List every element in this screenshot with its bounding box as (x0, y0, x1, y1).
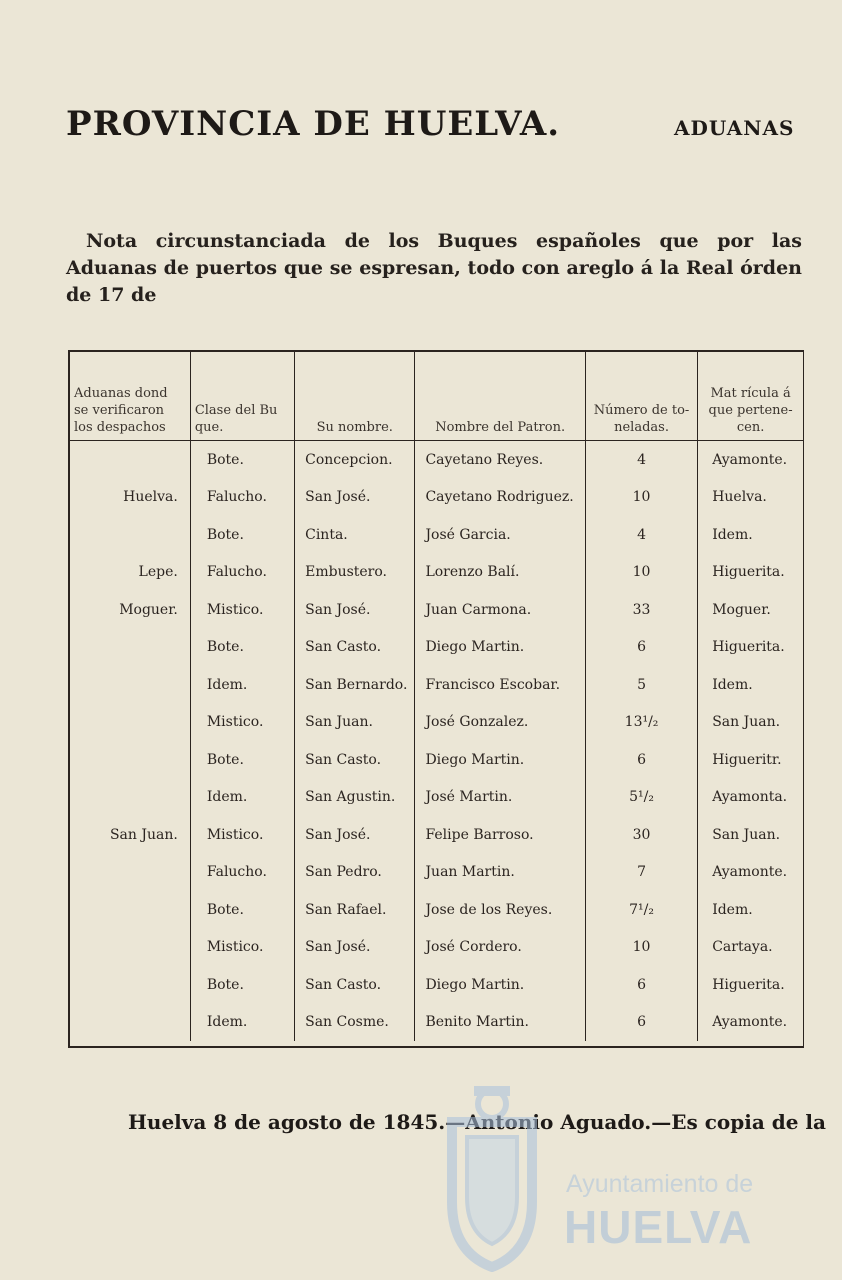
cell-clase: Falucho. (190, 854, 294, 892)
cell-clase: Bote. (190, 441, 294, 479)
cell-nombre: Cinta. (295, 516, 415, 554)
cell-patron: Diego Martin. (415, 629, 585, 667)
cell-nombre: San José. (295, 479, 415, 517)
table-row (70, 966, 803, 1004)
table-row (70, 666, 803, 704)
table-row (70, 891, 803, 929)
cell-aduana: San Juan. (109, 826, 178, 843)
cell-matricula: San Juan. (698, 704, 803, 742)
coat-of-arms-icon (432, 1082, 552, 1272)
table-row (70, 629, 803, 667)
header-toneladas: Número de to- neladas. (585, 352, 697, 441)
cell-matricula: Higuerita. (698, 554, 803, 592)
cell-nombre: San Agustin. (295, 779, 415, 817)
cell-nombre: San Casto. (295, 966, 415, 1004)
table-row (70, 479, 803, 517)
cell-patron: Diego Martin. (415, 966, 585, 1004)
cell-toneladas: 6 (585, 741, 697, 779)
cell-aduana (70, 779, 190, 817)
cell-patron: Francisco Escobar. (415, 666, 585, 704)
table-row (70, 516, 803, 554)
cell-matricula: Ayamonta. (698, 779, 803, 817)
cell-patron: José Cordero. (415, 929, 585, 967)
cell-matricula: Higueritr. (698, 741, 803, 779)
cell-matricula: San Juan. (698, 816, 803, 854)
cell-matricula: Idem. (698, 516, 803, 554)
header-aduanas: Aduanas dond se verificaron los despachos (70, 352, 190, 441)
cell-nombre: San Juan. (295, 704, 415, 742)
cell-matricula: Huelva. (698, 479, 803, 517)
cell-patron: Lorenzo Balí. (415, 554, 585, 592)
table-row (70, 591, 803, 629)
table-row (70, 1004, 803, 1042)
cell-nombre: San José. (295, 929, 415, 967)
cell-nombre: San José. (295, 816, 415, 854)
cell-aduana (70, 1004, 190, 1042)
cell-aduana (70, 854, 190, 892)
cell-toneladas: 33 (585, 591, 697, 629)
page-title: PROVINCIA DE HUELVA. (66, 104, 561, 144)
header-patron: Nombre del Patron. (415, 352, 585, 441)
cell-nombre: San José. (295, 591, 415, 629)
watermark-line-1: Ayuntamiento de (566, 1170, 754, 1198)
watermark (432, 1082, 812, 1272)
watermark-line-2: HUELVA (564, 1201, 753, 1253)
header-matricula: Mat rícula á que pertene- cen. (698, 352, 803, 441)
cell-aduana (70, 629, 190, 667)
table-row (70, 741, 803, 779)
cell-nombre: Embustero. (295, 554, 415, 592)
cell-nombre: Concepcion. (295, 441, 415, 479)
cell-toneladas: 4 (585, 516, 697, 554)
cell-toneladas: 13¹/₂ (585, 704, 697, 742)
table-row (70, 779, 803, 817)
cell-clase: Mistico. (190, 816, 294, 854)
cell-toneladas: 4 (585, 441, 697, 479)
cell-matricula: Higuerita. (698, 629, 803, 667)
cell-patron: José Garcia. (415, 516, 585, 554)
cell-toneladas: 6 (585, 966, 697, 1004)
cell-clase: Bote. (190, 629, 294, 667)
cell-toneladas: 5 (585, 666, 697, 704)
intro-paragraph: Nota circunstanciada de los Buques españoles que por las Aduanas de puertos que se espresan, todo con areglo á la Real órden de 17 de (66, 230, 802, 306)
cell-aduana: Moguer. (119, 601, 178, 618)
cell-matricula: Ayamonte. (698, 854, 803, 892)
cell-aduana (70, 441, 190, 479)
cell-aduana: Lepe. (138, 564, 178, 581)
footer-signature: Huelva 8 de agosto de 1845.—Antonio Aguado.—Es copia de la (128, 1110, 826, 1134)
cell-patron: Felipe Barroso. (415, 816, 585, 854)
cell-clase: Bote. (190, 741, 294, 779)
cell-patron: Benito Martin. (415, 1004, 585, 1042)
cell-clase: Falucho. (190, 479, 294, 517)
cell-clase: Bote. (190, 891, 294, 929)
cell-matricula: Moguer. (698, 591, 803, 629)
section-label: ADUANAS (674, 116, 795, 140)
table-row (70, 816, 803, 854)
cell-nombre: San Rafael. (295, 891, 415, 929)
cell-toneladas: 7¹/₂ (585, 891, 697, 929)
cell-nombre: San Cosme. (295, 1004, 415, 1042)
cell-aduana (70, 704, 190, 742)
cell-nombre: San Bernardo. (295, 666, 415, 704)
cell-matricula: Ayamonte. (698, 441, 803, 479)
cell-aduana (70, 929, 190, 967)
cell-toneladas: 6 (585, 629, 697, 667)
cell-matricula: Idem. (698, 666, 803, 704)
cell-aduana (70, 966, 190, 1004)
cell-toneladas: 6 (585, 1004, 697, 1042)
cell-toneladas: 10 (585, 479, 697, 517)
cell-clase: Bote. (190, 516, 294, 554)
table-row (70, 854, 803, 892)
cell-clase: Mistico. (190, 704, 294, 742)
cell-matricula: Idem. (698, 891, 803, 929)
cell-patron: José Martin. (415, 779, 585, 817)
table-row (70, 441, 803, 479)
cell-aduana (70, 891, 190, 929)
cell-aduana: Huelva. (123, 489, 178, 506)
cell-matricula: Ayamonte. (698, 1004, 803, 1042)
table-header-row (70, 352, 803, 441)
cell-nombre: San Casto. (295, 629, 415, 667)
cell-nombre: San Casto. (295, 741, 415, 779)
cell-matricula: Cartaya. (698, 929, 803, 967)
cell-toneladas: 30 (585, 816, 697, 854)
cell-toneladas: 10 (585, 929, 697, 967)
table-row (70, 554, 803, 592)
cell-toneladas: 10 (585, 554, 697, 592)
cell-clase: Idem. (190, 1004, 294, 1042)
cell-aduana (70, 516, 190, 554)
cell-patron: Cayetano Rodriguez. (415, 479, 585, 517)
cell-clase: Falucho. (190, 554, 294, 592)
cell-nombre: San Pedro. (295, 854, 415, 892)
cell-clase: Idem. (190, 666, 294, 704)
cell-patron: José Gonzalez. (415, 704, 585, 742)
cell-patron: Juan Martin. (415, 854, 585, 892)
cell-clase: Bote. (190, 966, 294, 1004)
header-clase: Clase del Bu que. (190, 352, 294, 441)
cell-clase: Mistico. (190, 929, 294, 967)
cell-patron: Jose de los Reyes. (415, 891, 585, 929)
cell-matricula: Higuerita. (698, 966, 803, 1004)
cell-patron: Juan Carmona. (415, 591, 585, 629)
cell-clase: Mistico. (190, 591, 294, 629)
header-nombre: Su nombre. (295, 352, 415, 441)
ships-table (70, 352, 803, 1041)
table-row (70, 929, 803, 967)
table-row (70, 704, 803, 742)
cell-clase: Idem. (190, 779, 294, 817)
cell-toneladas: 5¹/₂ (585, 779, 697, 817)
cell-patron: Cayetano Reyes. (415, 441, 585, 479)
cell-patron: Diego Martin. (415, 741, 585, 779)
cell-toneladas: 7 (585, 854, 697, 892)
cell-aduana (70, 666, 190, 704)
ships-table-frame (68, 350, 804, 1048)
table-body (70, 441, 803, 1042)
cell-aduana (70, 741, 190, 779)
